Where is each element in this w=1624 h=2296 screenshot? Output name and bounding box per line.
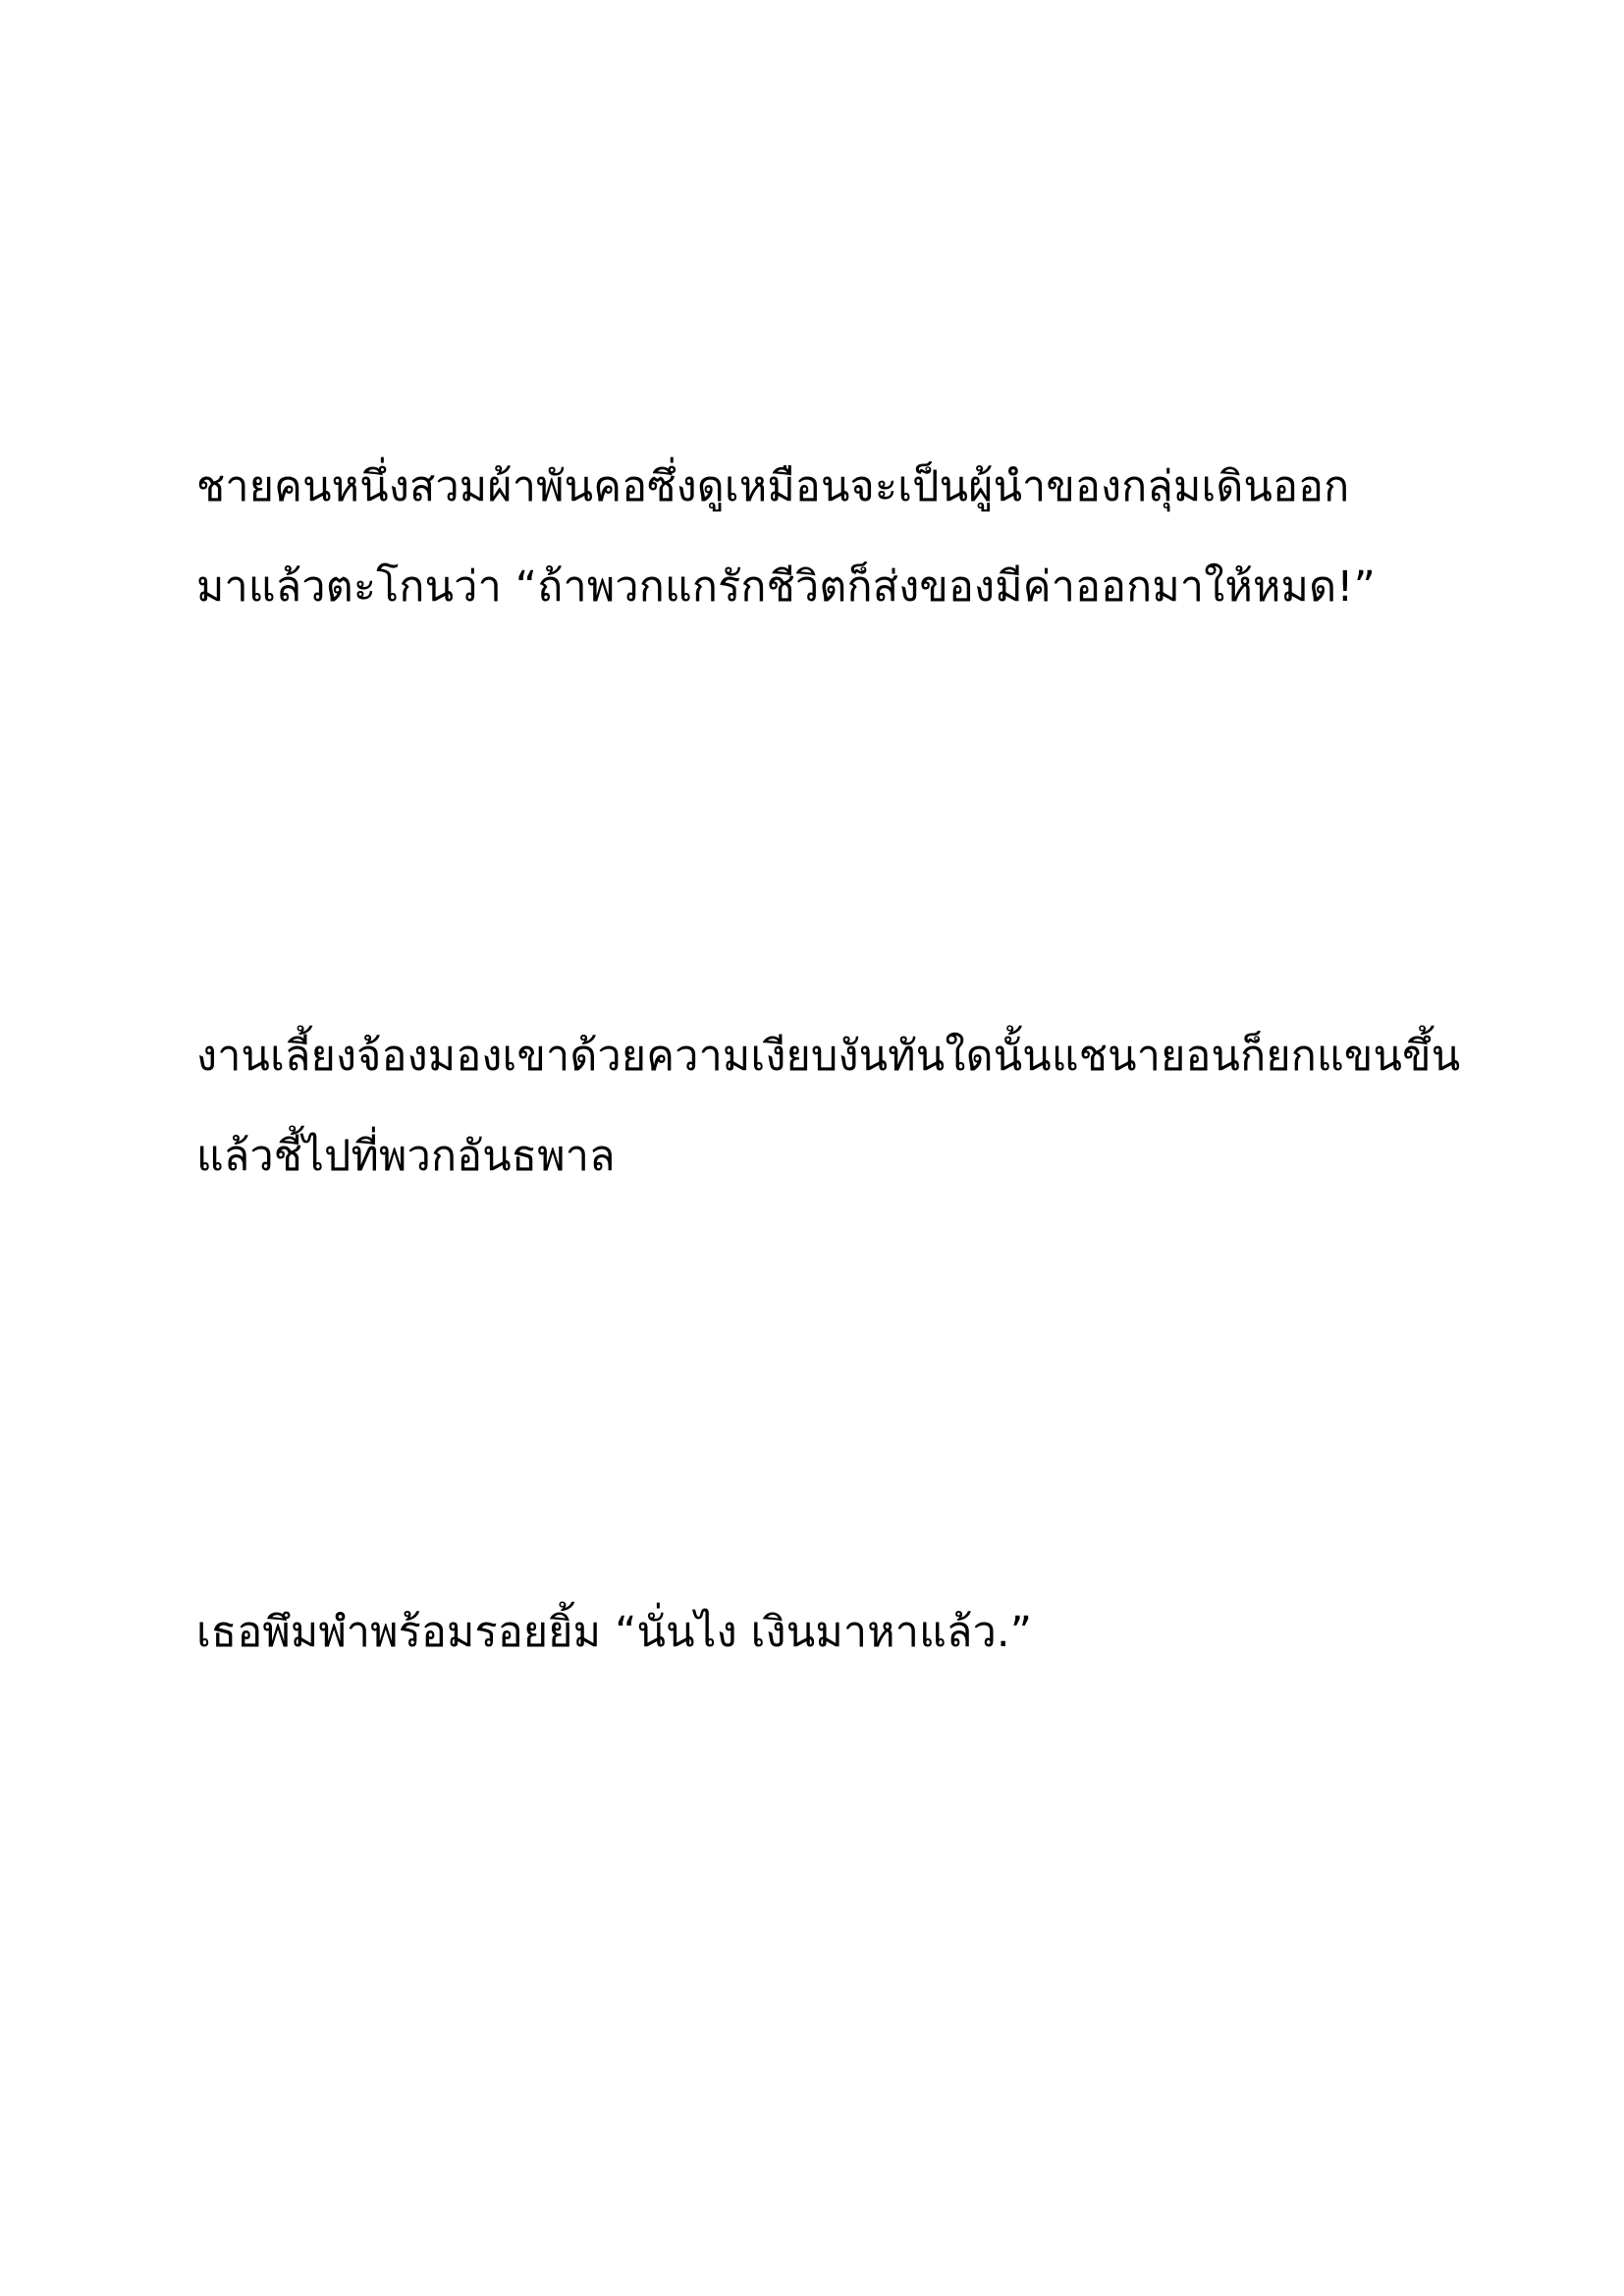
paragraph-line: เธอพึมพำพร้อมรอยยิ้ม “นั่นไง เงินมาหาแล้ว.” (196, 1608, 1033, 1657)
paragraph-line: แล้วชี้ไปที่พวกอันธพาล (196, 1132, 616, 1181)
paragraph-line: ชายคนหนึ่งสวมผ้าพันคอซึ่งดูเหมือนจะเป็นผู้นำของกลุ่มเดินออก (196, 462, 1350, 511)
paragraph-1 (196, 437, 1473, 637)
paragraph-line: มาแล้วตะโกนว่า “ถ้าพวกแกรักชีวิตก็ส่งของมีค่าออกมาให้หมด!” (196, 562, 1377, 612)
paragraph-line: งานเลี้ยงจ้องมองเขาด้วยความเงียบงันทันใดนั้นแชนายอนก็ยกแขนขึ้น (196, 1032, 1461, 1081)
paragraph-3 (196, 1582, 1473, 1682)
paragraph-2 (196, 1006, 1473, 1206)
